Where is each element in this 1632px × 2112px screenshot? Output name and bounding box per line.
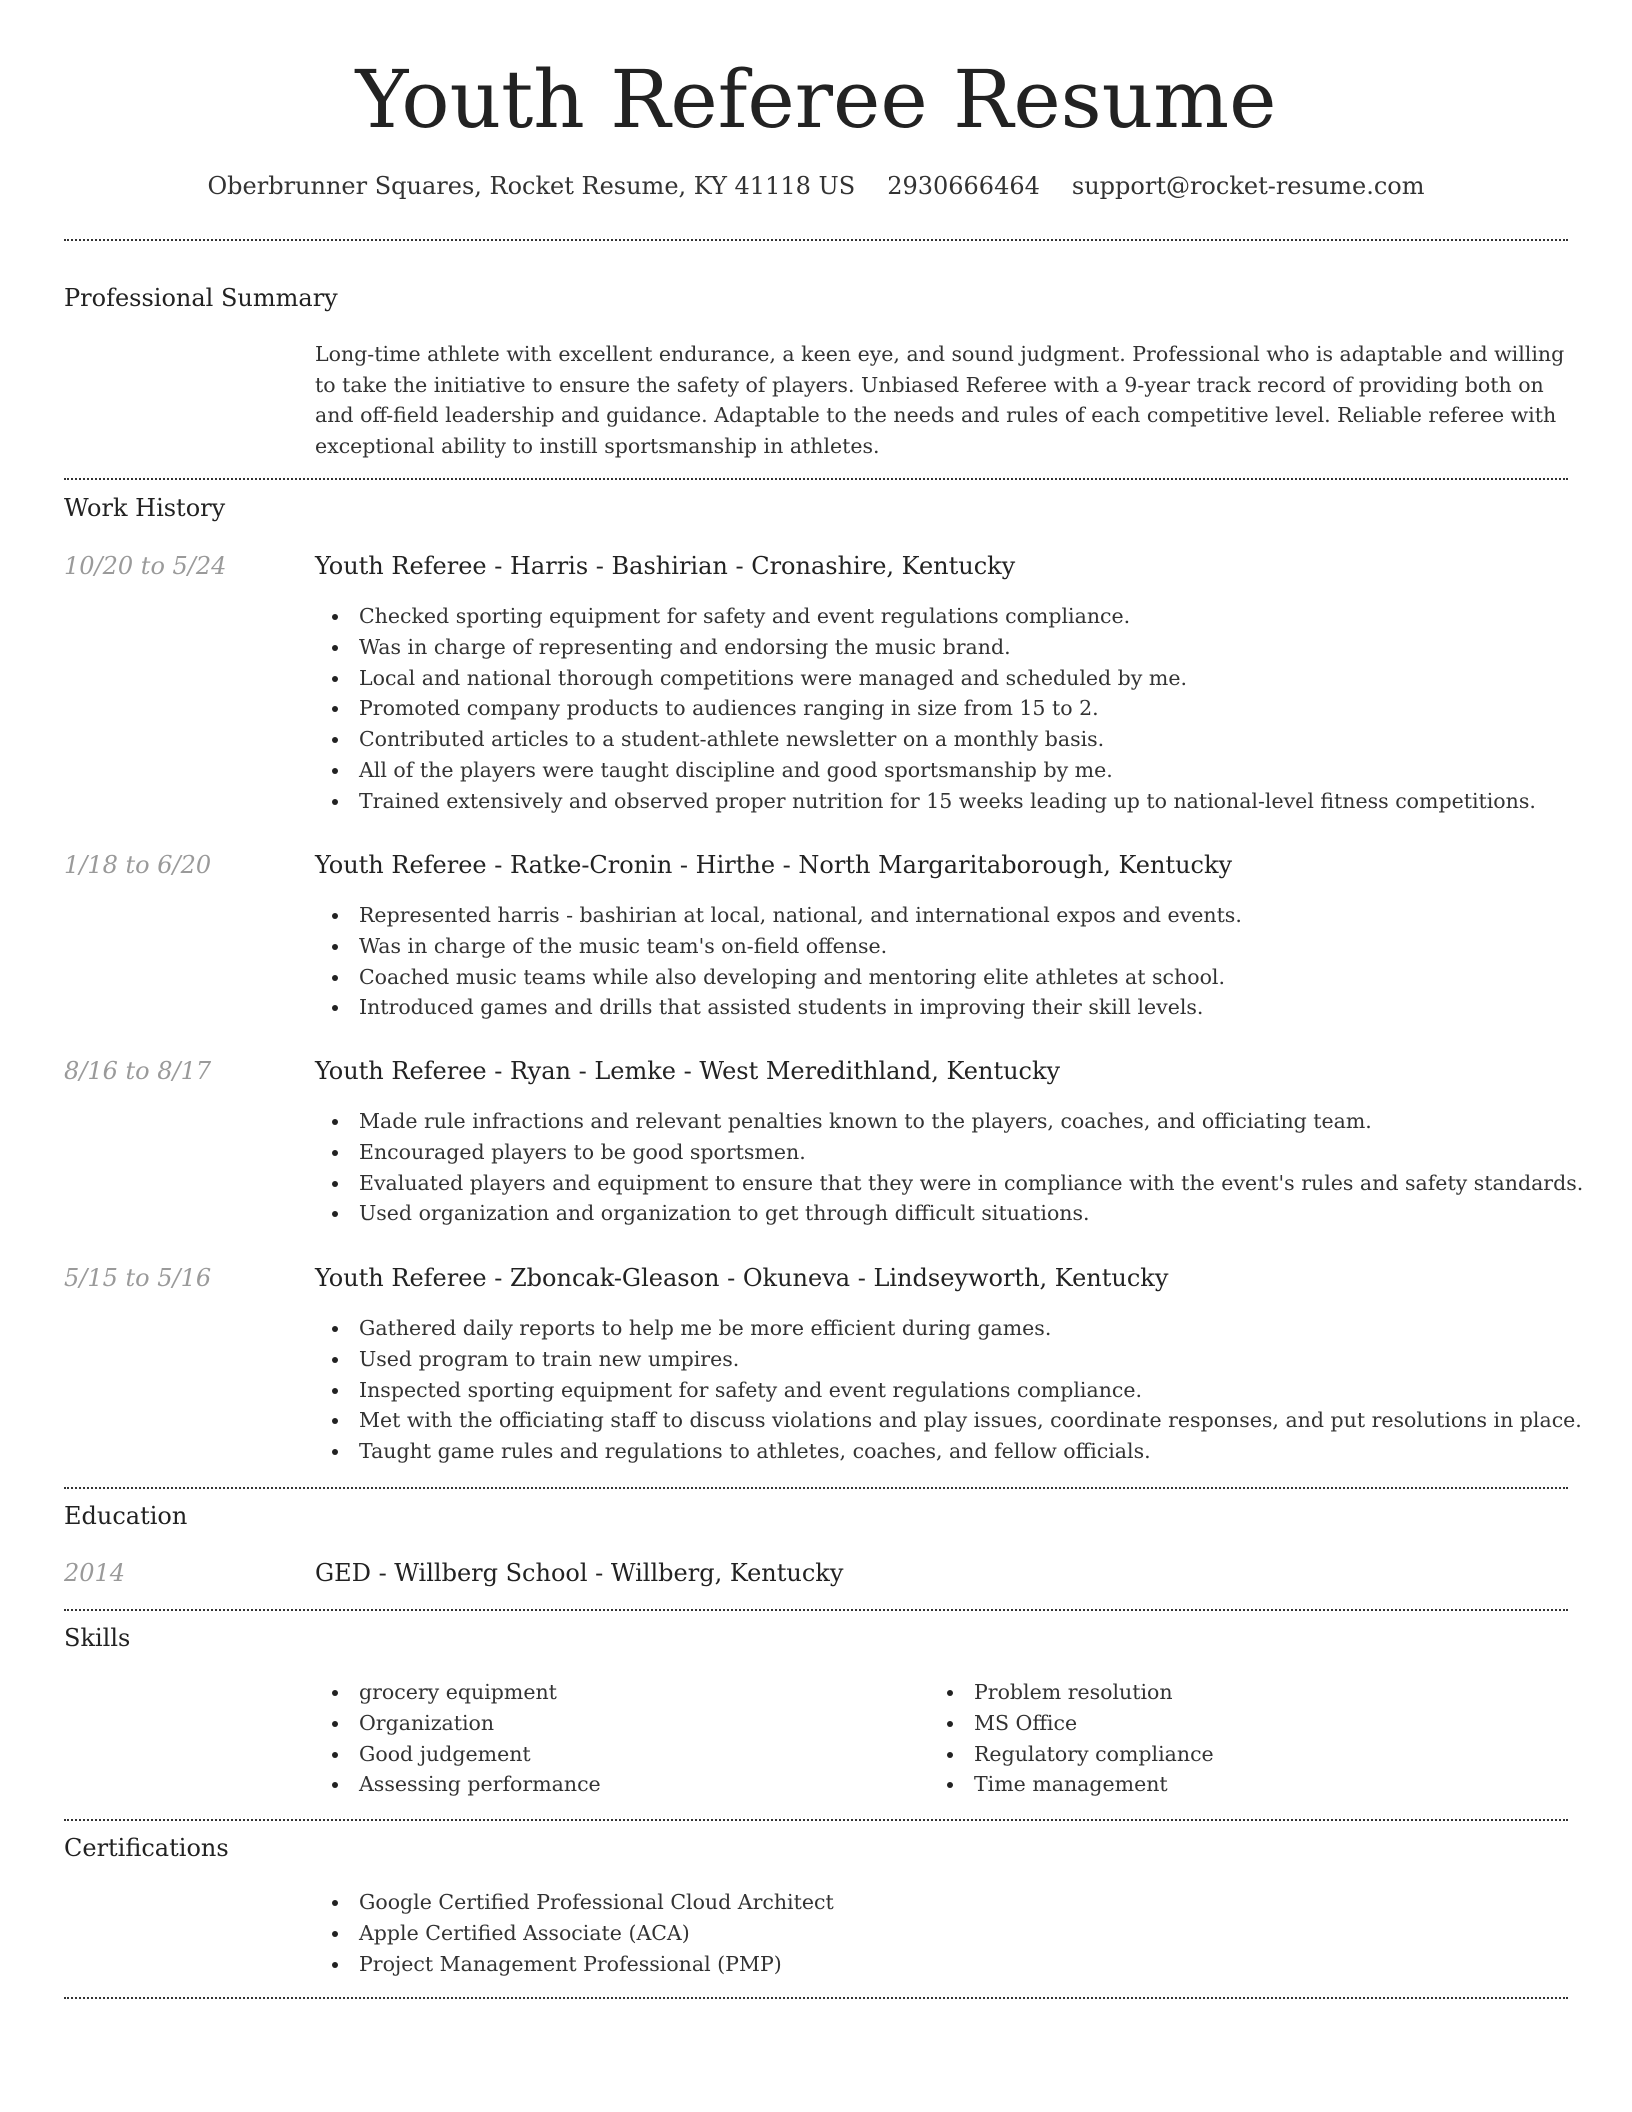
job-dates: 8/16 to 8/17 bbox=[64, 1057, 212, 1085]
list-item: Made rule infractions and relevant penalties known to the players, coaches, and officiating team. bbox=[315, 1106, 1583, 1137]
list-item: Gathered daily reports to help me be more efficient during games. bbox=[315, 1313, 1582, 1344]
job-title: Youth Referee - Harris - Bashirian - Cronashire, Kentucky bbox=[315, 552, 1016, 580]
list-item: Coached music teams while also developing and mentoring elite athletes at school. bbox=[315, 962, 1242, 993]
job-dates: 10/20 to 5/24 bbox=[64, 552, 227, 580]
list-item: Time management bbox=[930, 1769, 1214, 1800]
job-bullets bbox=[315, 900, 1242, 1023]
list-item: Used organization and organization to get through difficult situations. bbox=[315, 1198, 1583, 1229]
contact-email: support@rocket-resume.com bbox=[1071, 172, 1425, 200]
job-bullets bbox=[315, 1313, 1582, 1467]
list-item: All of the players were taught discipline and good sportsmanship by me. bbox=[315, 755, 1536, 786]
job-title: Youth Referee - Ratke-Cronin - Hirthe - North Margaritaborough, Kentucky bbox=[315, 851, 1233, 879]
list-item: Apple Certified Associate (ACA) bbox=[315, 1918, 834, 1949]
section-title-summary: Professional Summary bbox=[64, 284, 338, 312]
contact-line bbox=[0, 170, 1632, 202]
list-item: Project Management Professional (PMP) bbox=[315, 1949, 834, 1980]
list-item: Google Certified Professional Cloud Architect bbox=[315, 1887, 834, 1918]
list-item: Promoted company products to audiences ranging in size from 15 to 2. bbox=[315, 693, 1536, 724]
contact-address: Oberbrunner Squares, Rocket Resume, KY 41118 US bbox=[207, 172, 856, 200]
list-item: grocery equipment bbox=[315, 1677, 601, 1708]
summary-text: Long-time athlete with excellent endurance, a keen eye, and sound judgment. Professional who is adaptable and willing to take the initiative to ensure the safety of players. Unbiased Referee with a 9-year track record of providing both on and off-field leadership and guidance. Adaptable to the needs and rules of each competitive level. Reliable referee with exceptional ability to instill sportsmanship in athletes. bbox=[315, 342, 1565, 458]
job-bullets bbox=[315, 1106, 1583, 1229]
job-title: Youth Referee - Zboncak-Gleason - Okuneva - Lindseyworth, Kentucky bbox=[315, 1264, 1169, 1292]
list-item: Encouraged players to be good sportsmen. bbox=[315, 1137, 1583, 1168]
education-degree: GED - Willberg School - Willberg, Kentucky bbox=[315, 1559, 844, 1587]
list-item: MS Office bbox=[930, 1708, 1214, 1739]
list-item: Good judgement bbox=[315, 1739, 601, 1770]
list-item: Organization bbox=[315, 1708, 601, 1739]
divider bbox=[64, 1487, 1568, 1489]
list-item: Met with the officiating staff to discuss violations and play issues, coordinate responses, and put resolutions in place. bbox=[315, 1405, 1582, 1436]
section-title-skills: Skills bbox=[64, 1624, 131, 1652]
job-dates: 1/18 to 6/20 bbox=[64, 851, 212, 879]
list-item: Checked sporting equipment for safety and event regulations compliance. bbox=[315, 601, 1536, 632]
section-title-education: Education bbox=[64, 1502, 188, 1530]
list-item: Contributed articles to a student-athlete newsletter on a monthly basis. bbox=[315, 724, 1536, 755]
contact-phone: 2930666464 bbox=[887, 172, 1040, 200]
list-item: Problem resolution bbox=[930, 1677, 1214, 1708]
list-item: Local and national thorough competitions were managed and scheduled by me. bbox=[315, 663, 1536, 694]
list-item: Was in charge of representing and endorsing the music brand. bbox=[315, 632, 1536, 663]
skills-list-left bbox=[315, 1677, 601, 1800]
divider bbox=[64, 478, 1568, 480]
job-title: Youth Referee - Ryan - Lemke - West Meredithland, Kentucky bbox=[315, 1057, 1061, 1085]
job-dates: 5/15 to 5/16 bbox=[64, 1264, 212, 1292]
list-item: Introduced games and drills that assisted students in improving their skill levels. bbox=[315, 992, 1242, 1023]
resume-title: Youth Referee Resume bbox=[355, 53, 1277, 146]
list-item: Assessing performance bbox=[315, 1769, 601, 1800]
list-item: Inspected sporting equipment for safety and event regulations compliance. bbox=[315, 1375, 1582, 1406]
divider bbox=[64, 239, 1568, 241]
divider bbox=[64, 1997, 1568, 1999]
section-title-work: Work History bbox=[64, 494, 226, 522]
divider bbox=[64, 1819, 1568, 1821]
list-item: Regulatory compliance bbox=[930, 1739, 1214, 1770]
list-item: Taught game rules and regulations to athletes, coaches, and fellow officials. bbox=[315, 1436, 1582, 1467]
list-item: Used program to train new umpires. bbox=[315, 1344, 1582, 1375]
job-bullets bbox=[315, 601, 1536, 817]
list-item: Was in charge of the music team's on-field offense. bbox=[315, 931, 1242, 962]
list-item: Trained extensively and observed proper nutrition for 15 weeks leading up to national-level fitness competitions. bbox=[315, 786, 1536, 817]
list-item: Represented harris - bashirian at local, national, and international expos and events. bbox=[315, 900, 1242, 931]
section-title-certifications: Certifications bbox=[64, 1834, 229, 1862]
divider bbox=[64, 1609, 1568, 1611]
list-item: Evaluated players and equipment to ensure that they were in compliance with the event's rules and safety standards. bbox=[315, 1168, 1583, 1199]
skills-list-right bbox=[930, 1677, 1214, 1800]
certifications-list bbox=[315, 1887, 834, 1979]
education-year: 2014 bbox=[64, 1559, 126, 1587]
